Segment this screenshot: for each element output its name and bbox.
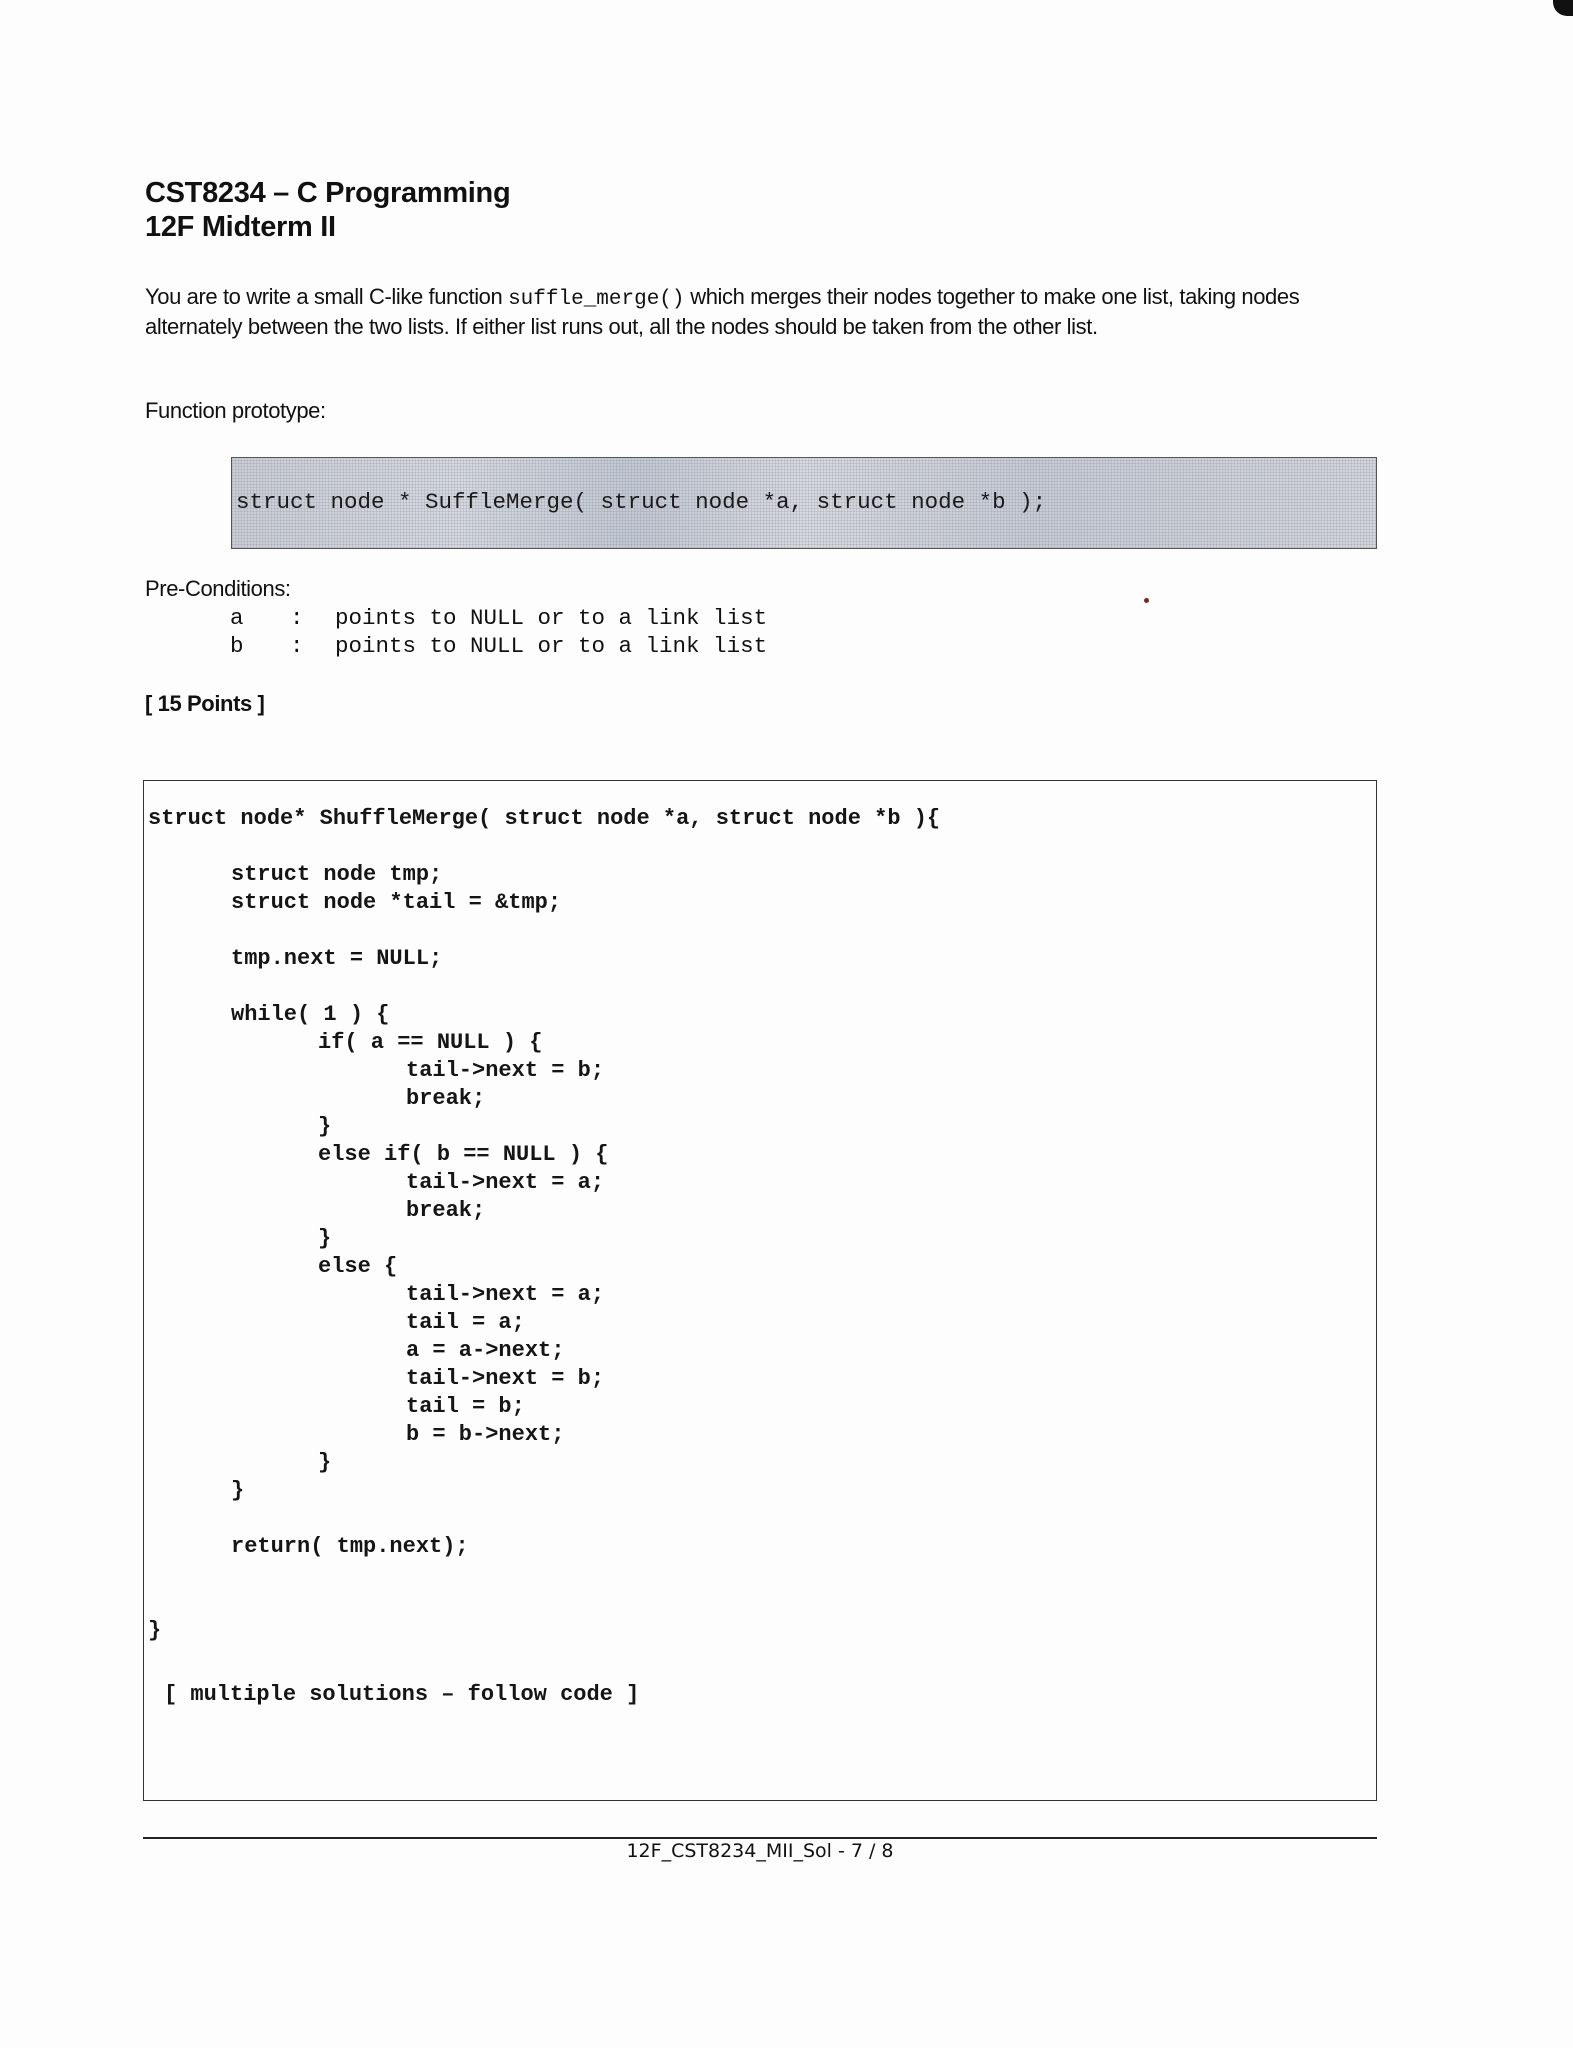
prototype-label: Function prototype:	[145, 398, 326, 423]
code-line: if( a == NULL ) {	[318, 1030, 543, 1055]
precondition-var: a	[230, 605, 244, 631]
code-line: }	[318, 1226, 332, 1251]
code-closing-brace: }	[148, 1618, 162, 1643]
code-line: tail = a;	[406, 1310, 525, 1335]
page-footer: 12F_CST8234_MII_Sol - 7 / 8	[626, 1840, 894, 1862]
code-line: else {	[318, 1254, 398, 1279]
solution-code-box	[143, 780, 1377, 1801]
code-line: break;	[406, 1086, 486, 1111]
prototype-box	[231, 457, 1377, 549]
function-name: suffle_merge()	[508, 288, 685, 311]
code-line: }	[231, 1478, 245, 1503]
code-line: return( tmp.next);	[231, 1534, 469, 1559]
problem-description	[145, 283, 1395, 340]
intro-text-before: You are to write a small C-like function	[145, 284, 509, 309]
precondition-row	[230, 633, 767, 659]
code-line: a = a->next;	[406, 1338, 565, 1363]
code-line: else if( b == NULL ) {	[318, 1142, 609, 1167]
footer-divider	[143, 1837, 1377, 1839]
precondition-sep: :	[290, 605, 304, 631]
scan-speck	[1144, 598, 1149, 603]
prototype-code: struct node * SuffleMerge( struct node *a, struct node *b );	[236, 489, 1047, 515]
code-line: struct node *tail = &tmp;	[231, 890, 562, 915]
code-line: tmp.next = NULL;	[231, 946, 443, 971]
precondition-row	[230, 605, 767, 631]
code-line: struct node tmp;	[231, 862, 443, 887]
intro-text-after: which merges their nodes together to make one list, taking nodes alternately between the two lists. If either list runs out, all the nodes should be taken from the other list.	[145, 284, 1300, 339]
points-label: [ 15 Points ]	[145, 691, 265, 716]
preconditions-label: Pre-Conditions:	[145, 576, 291, 601]
code-line: }	[318, 1114, 332, 1139]
code-signature: struct node* ShuffleMerge( struct node *a, struct node *b ){	[148, 806, 941, 831]
course-title: CST8234 – C Programming	[145, 177, 511, 209]
solution-note: [ multiple solutions – follow code ]	[164, 1682, 640, 1707]
precondition-desc: points to NULL or to a link list	[335, 605, 768, 631]
precondition-sep: :	[290, 633, 304, 659]
code-line: break;	[406, 1198, 486, 1223]
code-line: b = b->next;	[406, 1422, 565, 1447]
code-line: tail->next = a;	[406, 1282, 605, 1307]
code-line: tail = b;	[406, 1394, 525, 1419]
scan-corner-mark	[1553, 0, 1573, 16]
document-header	[145, 176, 510, 244]
code-line: while( 1 ) {	[231, 1002, 390, 1027]
exam-title: 12F Midterm II	[145, 211, 336, 243]
code-line: tail->next = b;	[406, 1058, 605, 1083]
code-line: tail->next = b;	[406, 1366, 605, 1391]
precondition-var: b	[230, 633, 244, 659]
precondition-desc: points to NULL or to a link list	[335, 633, 768, 659]
code-line: tail->next = a;	[406, 1170, 605, 1195]
code-line: }	[318, 1450, 332, 1475]
